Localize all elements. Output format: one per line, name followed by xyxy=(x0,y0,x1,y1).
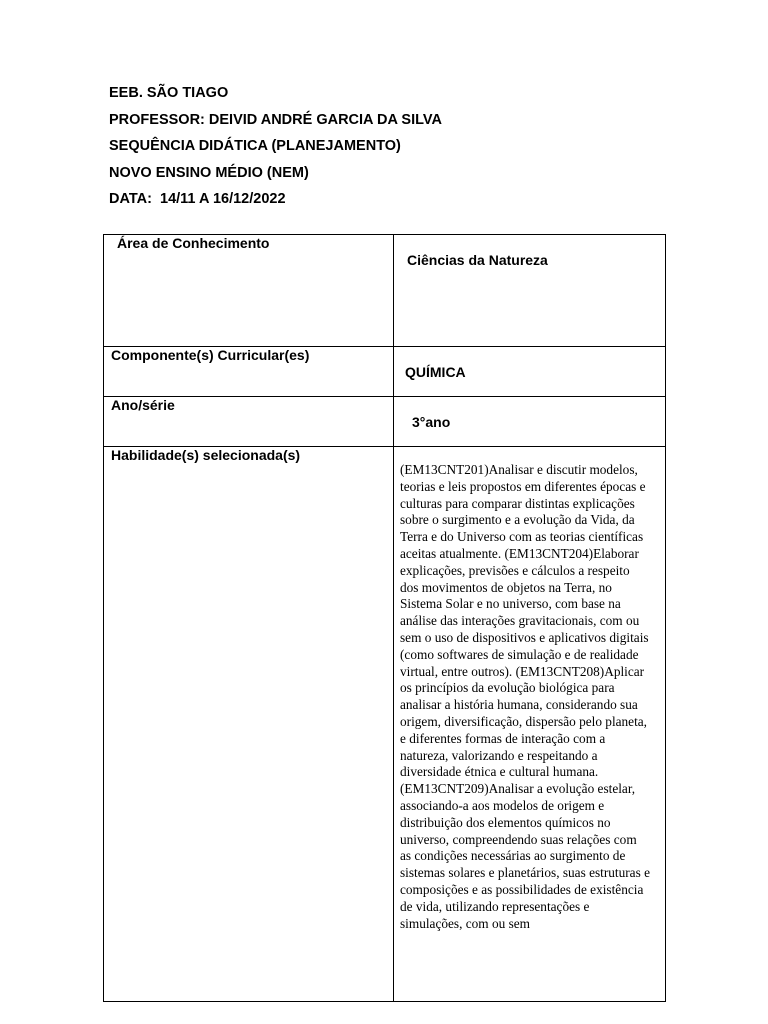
year-label: Ano/série xyxy=(111,397,175,413)
component-label-cell xyxy=(104,347,394,397)
area-value: Ciências da Natureza xyxy=(407,252,548,268)
component-value: QUÍMICA xyxy=(405,364,466,380)
year-value: 3°ano xyxy=(412,414,451,430)
area-label-cell xyxy=(104,235,394,347)
sequence-title: SEQUÊNCIA DIDÁTICA (PLANEJAMENTO) xyxy=(109,138,401,154)
professor-name: PROFESSOR: DEIVID ANDRÉ GARCIA DA SILVA xyxy=(109,111,442,128)
document-header xyxy=(109,83,442,216)
table-row xyxy=(104,397,666,447)
planning-table xyxy=(103,234,666,1002)
program-name: NOVO ENSINO MÉDIO (NEM) xyxy=(109,164,309,181)
area-value-cell xyxy=(394,235,666,347)
date-range: DATA: 14/11 A 16/12/2022 xyxy=(109,191,286,207)
table-row xyxy=(104,447,666,1002)
area-label: Área de Conhecimento xyxy=(117,235,270,251)
component-value-cell xyxy=(394,347,666,397)
skills-label: Habilidade(s) selecionada(s) xyxy=(111,447,301,463)
year-label-cell xyxy=(104,397,394,447)
skills-text: (EM13CNT201)Analisar e discutir modelos, teorias e leis propostos em diferentes épocas e culturas para comparar distintas explicações sobre o surgimento e a evolução da Vida, da Terra e do Universo com as teorias científicas aceitas atualmente. (EM13CNT204)Elaborar explicações, previsões e cálculos a respeito dos movimentos de objetos na Terra, no Sistema Solar e no universo, com base na análise das interações gravitacionais, com ou sem o uso de dispositivos e aplicativos digitais (como softwares de simulação e de realidade virtual, entre outros). (EM13CNT208)Aplicar os princípios da evolução biológica para analisar a história humana, considerando sua origem, diversificação, dispersão pelo planeta, e diferentes formas de interação com a natureza, valorizando e respeitando a diversidade étnica e cultural humana. (EM13CNT209)Analisar a evolução estelar, associando-a aos modelos de origem e distribuição dos elementos químicos no universo, compreendendo suas relações com as condições necessárias ao surgimento de sistemas solares e planetários, suas estruturas e composições e as possibilidades de existência de vida, utilizando representações e simulações, com ou sem xyxy=(400,462,650,931)
skills-value-cell xyxy=(394,447,666,1002)
table-row xyxy=(104,235,666,347)
year-value-cell xyxy=(394,397,666,447)
skills-label-cell xyxy=(104,447,394,1002)
table-row xyxy=(104,347,666,397)
component-label: Componente(s) Curricular(es) xyxy=(111,347,310,363)
school-name: EEB. SÃO TIAGO xyxy=(109,85,229,101)
